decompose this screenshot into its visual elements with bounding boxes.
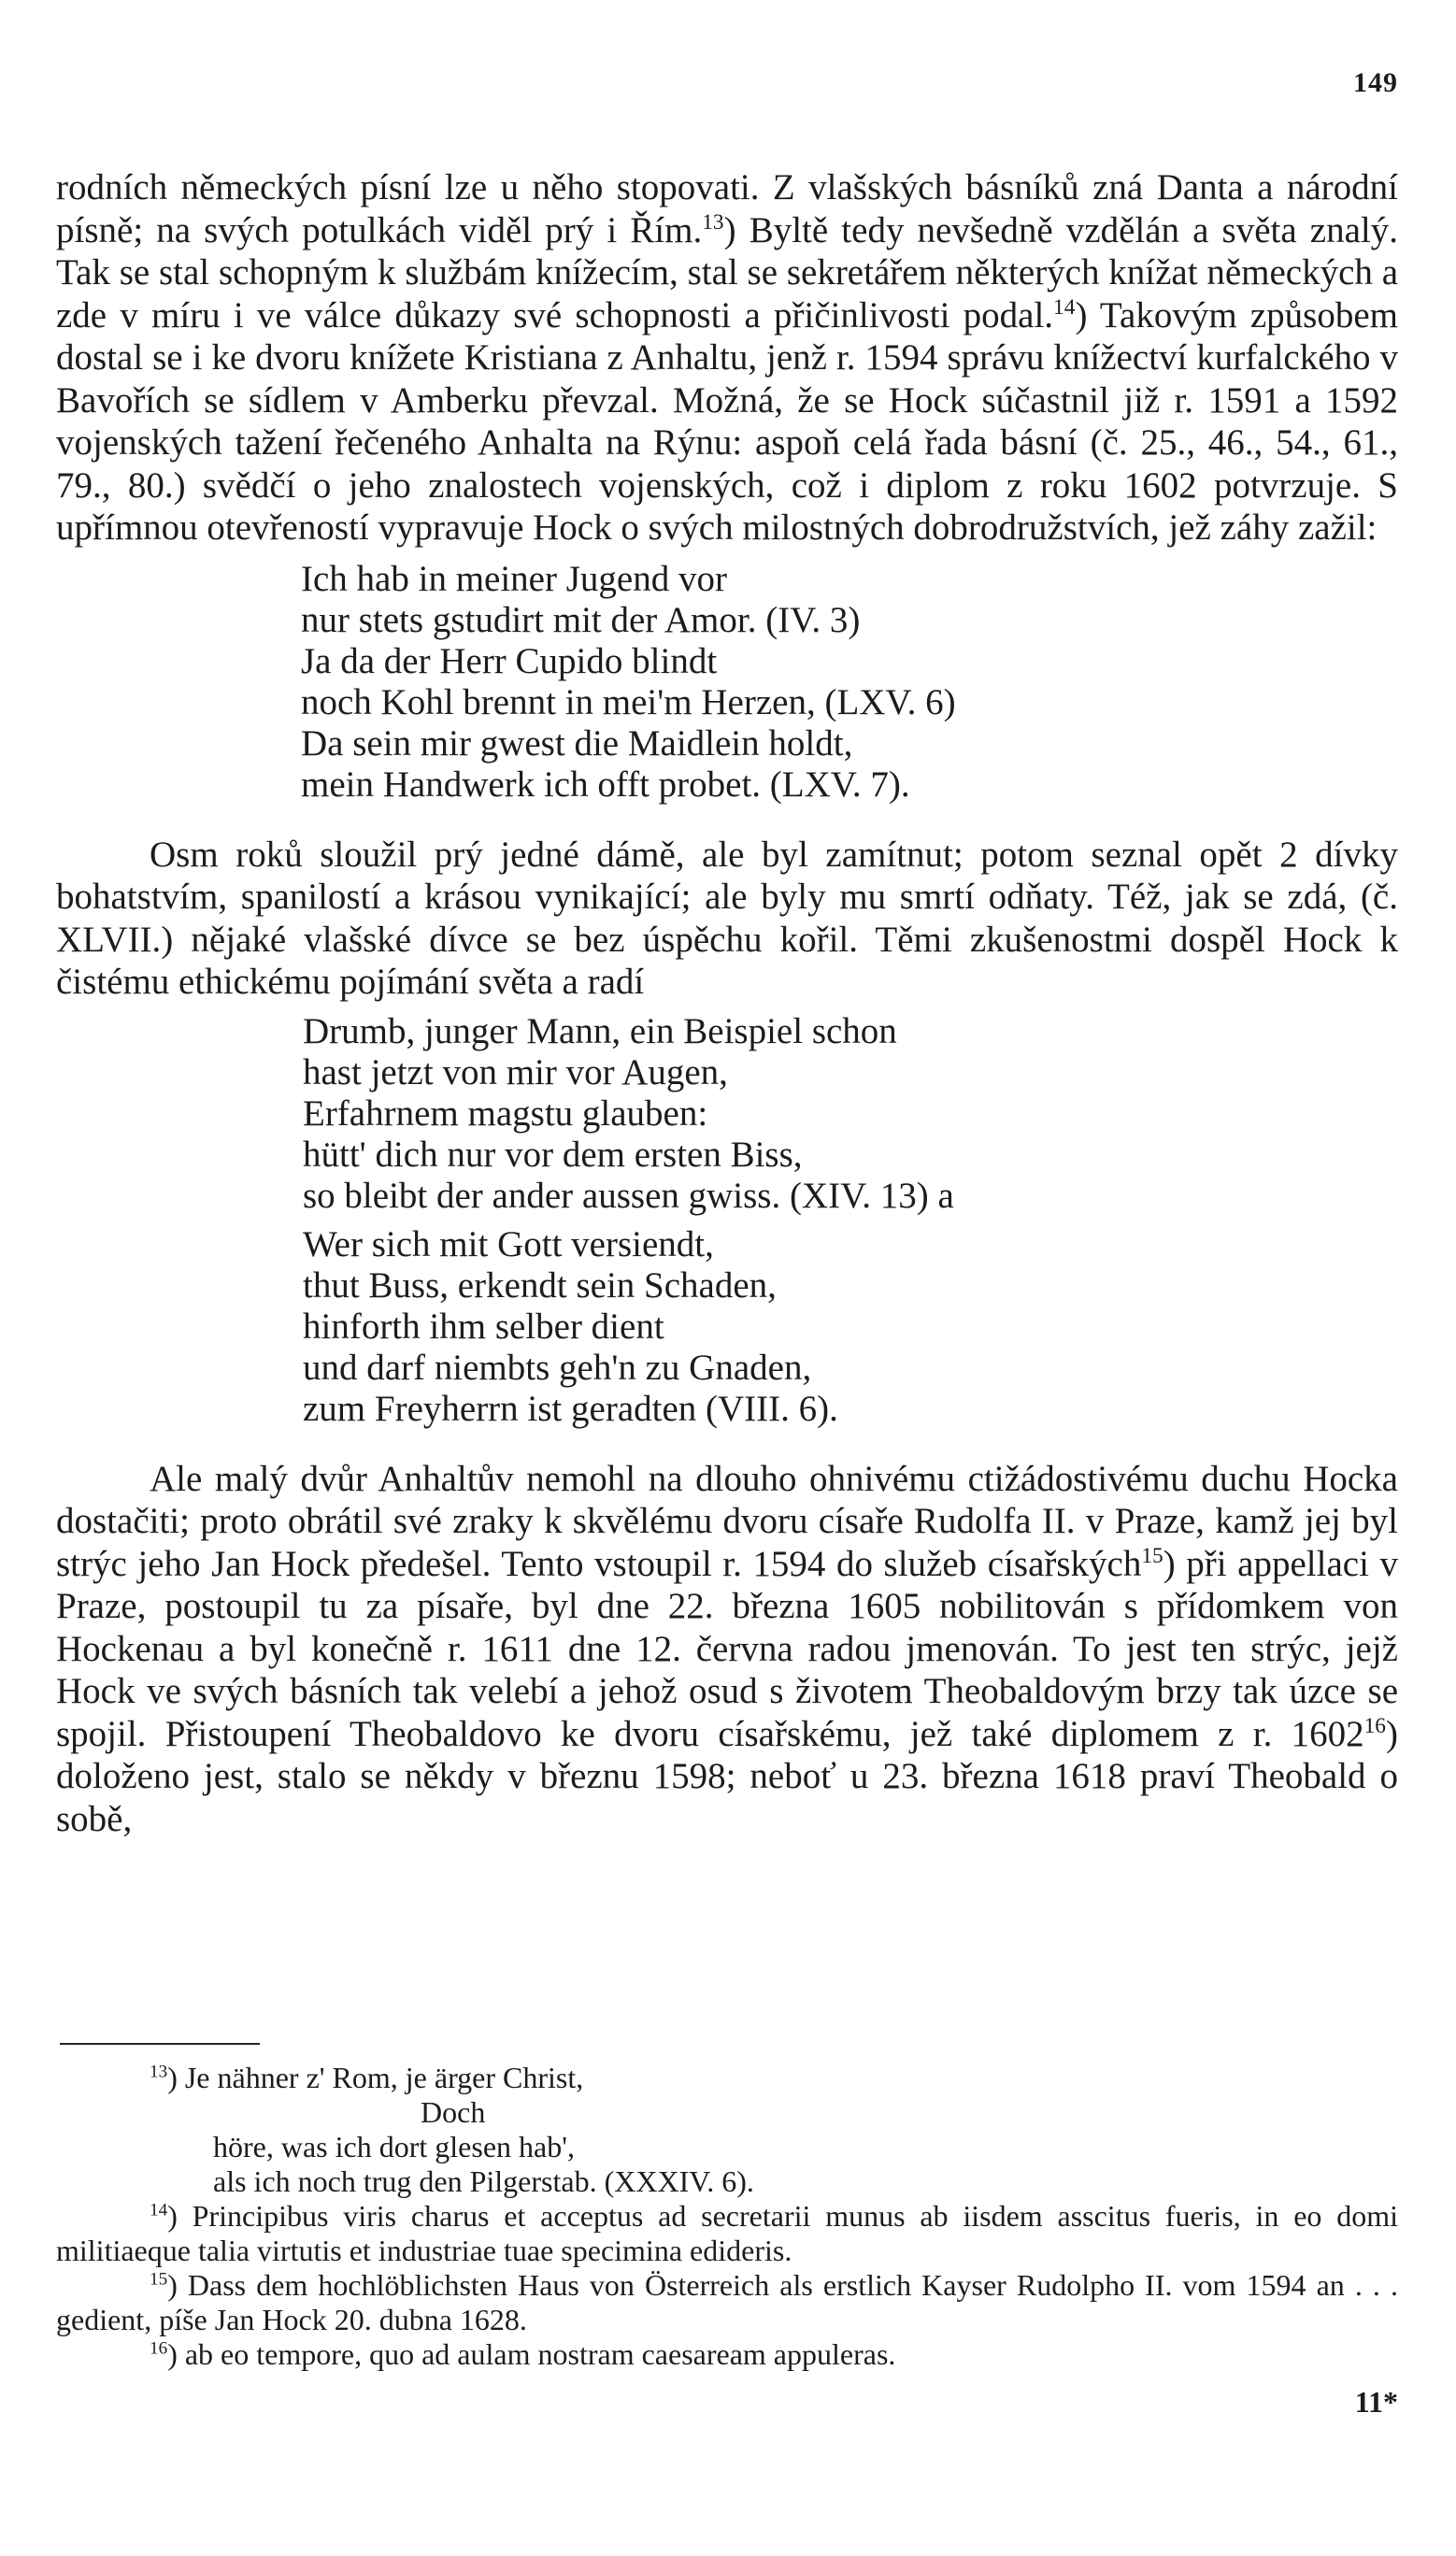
paragraph-3 <box>56 1458 1398 1841</box>
footnote-mark: 16 <box>150 2338 168 2359</box>
verse-line: hast jetzt von mir vor Augen, <box>303 1051 728 1092</box>
verse-line: Da sein mir gwest die Maidlein holdt, <box>301 722 853 764</box>
footnote-16 <box>56 2337 1398 2372</box>
verse-block-2 <box>303 1011 1398 1217</box>
footnote-mark: 13 <box>150 2062 168 2082</box>
paragraph-2 <box>56 834 1398 1004</box>
verse-line: Ja da der Herr Cupido blindt <box>301 640 718 681</box>
footnote-13-line-2: Doch <box>421 2095 486 2129</box>
footnote-ref-15: 15 <box>1141 1543 1163 1568</box>
verse-line: Ich hab in meiner Jugend vor <box>301 558 727 599</box>
verse-line: thut Buss, erkendt sein Schaden, <box>303 1264 777 1306</box>
verse-line: nur stets gstudirt mit der Amor. (IV. 3) <box>301 599 861 640</box>
footnote-divider <box>60 2043 260 2045</box>
verse-line: Erfahrnem magstu glauben: <box>303 1092 708 1134</box>
verse-block-3 <box>303 1224 1398 1430</box>
footnote-text: ) Je nähner z' Rom, je ärger Christ, <box>167 2061 584 2094</box>
page-number: 149 <box>1353 67 1398 98</box>
verse-line: so bleibt der ander aussen gwiss. (XIV. 13) a <box>303 1175 954 1216</box>
verse-line: Drumb, junger Mann, ein Beispiel schon <box>303 1010 897 1051</box>
verse-line: Wer sich mit Gott versiendt, <box>303 1223 714 1264</box>
verse-block-1 <box>301 559 1398 806</box>
verse-line: mein Handwerk ich offt probet. (LXV. 7). <box>301 764 910 805</box>
footnote-ref-16: 16 <box>1363 1713 1386 1738</box>
verse-line: und darf niembts geh'n zu Gnaden, <box>303 1347 812 1388</box>
paragraph-3-part-3: ) doloženo jest, stalo se někdy v březnu 1598; neboť u 23. března 1618 praví Theobald o sobě, <box>56 1713 1398 1839</box>
verse-line: zum Freyherrn ist geradten (VIII. 6). <box>303 1388 838 1429</box>
paragraph-3-part-2: ) při appellaci v Praze, postoupil tu za písaře, byl dne 22. března 1605 nobilitován s přídomkem von Hockenau a byl konečně r. 1611 dne 12. června radou jmenován. To jest ten strýc, jejž Hock ve svých básních tak velebí a jehož osud s životem Theobaldovým brzy tak úzce se spojil. Přistoupení Theobaldovo ke dvoru císařskému, jež také diplomem z r. 1602 <box>56 1543 1398 1754</box>
paragraph-3-part-1: Ale malý dvůr Anhaltův nemohl na dlouho ohnivému ctižádostivému duchu Hocka dostačiti; proto obrátil své zraky k skvělému dvoru císaře Rudolfa II. v Praze, kamž jej byl strýc jeho Jan Hock předešel. Tento vstoupil r. 1594 do služeb císařských <box>56 1458 1398 1584</box>
main-text <box>56 166 1398 1840</box>
footnote-13-line-1 <box>56 2061 583 2094</box>
footnote-text: ) Principibus viris charus et acceptus ad secretarii munus ab iisdem asscitus fueris, in eo domi militiaeque talia virtutis et industriae tuae specimina edideris. <box>56 2199 1398 2267</box>
verse-line: hütt' dich nur vor dem ersten Biss, <box>303 1134 803 1175</box>
footnote-13-line-4: als ich noch trug den Pilgerstab. (XXXIV. 6). <box>213 2164 754 2198</box>
footnote-ref-14: 14 <box>1053 294 1076 320</box>
footnote-13-line-3: höre, was ich dort glesen hab', <box>213 2130 575 2163</box>
footnote-mark: 15 <box>150 2269 168 2290</box>
paragraph-1-part-3: ) Takovým způsobem dostal se i ke dvoru knížete Kristiana z Anhaltu, jenž r. 1594 správu knížectví kurfalckého v Bavořích se sídlem v Amberku převzal. Možná, že se Hock súčastnil již r. 1591 a 1592 vojenských tažení řečeného Anhalta na Rýnu: aspoň celá řada básní (č. 25., 46., 54., 61., 79., 80.) svědčí o jeho znalostech vojenských, což i diplom z roku 1602 potvrzuje. S upřímnou otevřeností vypravuje Hock o svých milostných dobrodružstvích, jež záhy zažil: <box>56 294 1398 548</box>
footnote-13 <box>56 2061 1398 2199</box>
footnote-text: ) ab eo tempore, quo ad aulam nostram caesaream appuleras. <box>167 2337 896 2371</box>
paragraph-1-part-2: ) Byltě tedy nevšedně vzdělán a světa znalý. Tak se stal schopným k službám knížecím, stal se sekretářem některých knížat německých a zde v míru i ve válce důkazy své schopnosti a přičinlivosti podal. <box>56 209 1398 336</box>
footnote-14 <box>56 2199 1398 2268</box>
footnote-text: ) Dass dem hochlöblichsten Haus von Österreich als erstlich Kayser Rudolpho II. vom 1594 an . . . gedient, píše Jan Hock 20. dubna 1628. <box>56 2268 1398 2336</box>
printer-signature: 11* <box>1354 2385 1398 2419</box>
verse-line: hinforth ihm selber dient <box>303 1306 664 1347</box>
paragraph-1-part-1: rodních německých písní lze u něho stopovati. Z vlašských básníků zná Danta a národní písně; na svých potulkách viděl prý i Řím. <box>56 167 1398 250</box>
footnotes <box>56 2061 1398 2372</box>
verse-line: noch Kohl brennt in mei'm Herzen, (LXV. 6) <box>301 681 956 722</box>
footnote-mark: 14 <box>150 2200 168 2220</box>
paragraph-2-text: Osm roků sloužil prý jedné dámě, ale byl zamítnut; potom seznal opět 2 dívky bohatstvím, spanilostí a krásou vynikající; ale byly mu smrtí odňaty. Též, jak se zdá, (č. XLVII.) nějaké vlašské dívce se bez úspěchu kořil. Těmi zkušenostmi dospěl Hock k čistému ethickému pojímání světa a radí <box>56 834 1398 1002</box>
footnote-13-verse <box>56 2061 1398 2199</box>
footnote-ref-13: 13 <box>702 209 724 235</box>
footnote-15 <box>56 2268 1398 2337</box>
paragraph-1 <box>56 166 1398 550</box>
